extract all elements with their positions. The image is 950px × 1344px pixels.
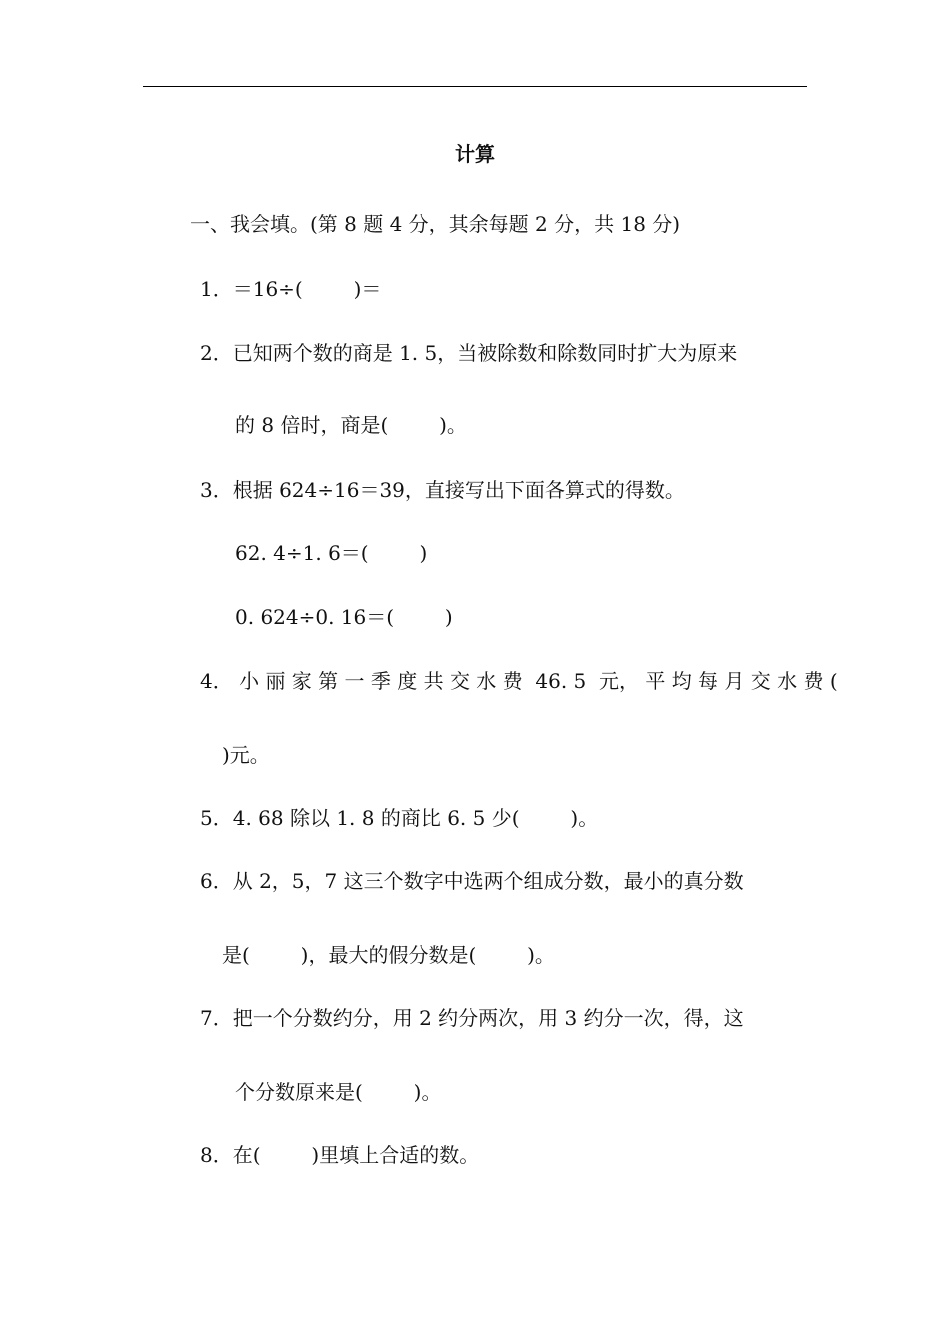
question-7-line-2: 个分数原来是( )。 — [235, 1080, 442, 1104]
question-6-line-2: 是( )，最大的假分数是( )。 — [222, 943, 555, 967]
question-3-sub-1: 62. 4÷1. 6＝( ) — [235, 541, 428, 565]
page-title: 计算 — [455, 142, 495, 166]
question-7-line-1: 7．把一个分数约分，用 2 约分两次，用 3 约分一次，得，这 — [200, 1006, 744, 1030]
question-3-sub-2: 0. 624÷0. 16＝( ) — [235, 605, 453, 629]
question-8: 8．在( )里填上合适的数。 — [200, 1143, 480, 1167]
question-3-line-1: 3．根据 624÷16＝39，直接写出下面各算式的得数。 — [200, 478, 685, 502]
question-1: 1．＝16÷( )＝ — [200, 277, 382, 301]
question-2-line-1: 2．已知两个数的商是 1. 5，当被除数和除数同时扩大为原来 — [200, 341, 738, 365]
question-5: 5．4. 68 除以 1. 8 的商比 6. 5 少( )。 — [200, 806, 599, 830]
question-4-line-1: 4． 小 丽 家 第 一 季 度 共 交 水 费 46. 5 元， 平 均 每 月 交 水 费 ( — [200, 669, 838, 693]
section-heading: 一、我会填。(第 8 题 4 分，其余每题 2 分，共 18 分) — [190, 212, 681, 236]
question-2-line-2: 的 8 倍时，商是( )。 — [235, 413, 467, 437]
question-4-line-2: )元。 — [222, 743, 270, 767]
question-6-line-1: 6．从 2，5，7 这三个数字中选两个组成分数，最小的真分数 — [200, 869, 744, 893]
header-rule — [143, 86, 807, 87]
